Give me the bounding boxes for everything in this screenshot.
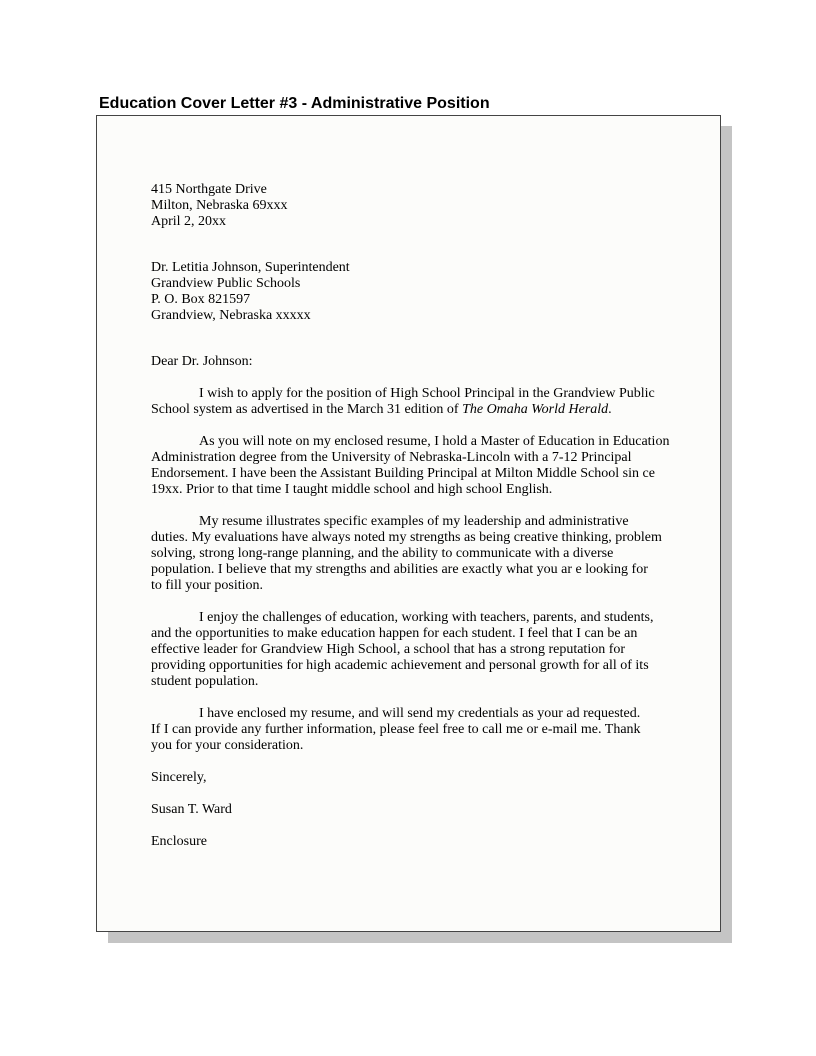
paragraph-punctuation: . <box>608 402 612 417</box>
letter-body <box>151 182 696 850</box>
paragraph-line <box>151 402 696 418</box>
paragraph-text: School system as advertised in the March 31 edition of <box>151 402 463 417</box>
paragraph-5 <box>151 706 696 754</box>
recipient-city: Grandview, Nebraska xxxxx <box>151 308 311 323</box>
closing: Sincerely, <box>151 770 207 785</box>
paragraph-line: 19xx. Prior to that time I taught middle school and high school English. <box>151 482 553 497</box>
paragraph-line: If I can provide any further information, please feel free to call me or e-mail me. Thank <box>151 722 641 737</box>
paragraph-line: I wish to apply for the position of High School Principal in the Grandview Public <box>199 386 655 401</box>
recipient-address <box>151 260 696 324</box>
paragraph-line: As you will note on my enclosed resume, I hold a Master of Education in Education <box>199 434 670 449</box>
recipient-po-box: P. O. Box 821597 <box>151 292 251 307</box>
sender-street: 415 Northgate Drive <box>151 182 267 197</box>
paragraph-line: Administration degree from the University of Nebraska-Lincoln with a 7-12 Principal <box>151 450 632 465</box>
paragraph-line: I have enclosed my resume, and will send my credentials as your ad requested. <box>199 706 641 721</box>
signature-name: Susan T. Ward <box>151 802 232 817</box>
sender-address <box>151 182 696 230</box>
recipient-organization: Grandview Public Schools <box>151 276 301 291</box>
newspaper-title: The Omaha World Herald <box>462 402 609 417</box>
paragraph-line: effective leader for Grandview High School, a school that has a strong reputation for <box>151 642 626 657</box>
paragraph-line: Endorsement. I have been the Assistant Building Principal at Milton Middle School sin ce <box>151 466 655 481</box>
sender-city: Milton, Nebraska 69xxx <box>151 198 288 213</box>
paragraph-line: to fill your position. <box>151 578 263 593</box>
paragraph-2 <box>151 434 696 498</box>
enclosure-note: Enclosure <box>151 834 207 849</box>
paragraph-line: population. I believe that my strengths and abilities are exactly what you ar e looking for <box>151 562 648 577</box>
paragraph-line: duties. My evaluations have always noted my strengths as being creative thinking, problem <box>151 530 662 545</box>
paragraph-1 <box>151 386 696 418</box>
paragraph-4 <box>151 610 696 690</box>
paragraph-3 <box>151 514 696 594</box>
paragraph-line: providing opportunities for high academic achievement and personal growth for all of its <box>151 658 649 673</box>
document-title: Education Cover Letter #3 - Administrative Position <box>99 95 490 112</box>
salutation: Dear Dr. Johnson: <box>151 354 253 369</box>
letter-page <box>96 115 721 932</box>
paragraph-line: My resume illustrates specific examples of my leadership and administrative <box>199 514 629 529</box>
paragraph-line: you for your consideration. <box>151 738 304 753</box>
paragraph-line: and the opportunities to make education happen for each student. I feel that I can be an <box>151 626 638 641</box>
paragraph-line: solving, strong long-range planning, and the ability to communicate with a diverse <box>151 546 614 561</box>
recipient-name: Dr. Letitia Johnson, Superintendent <box>151 260 350 275</box>
paragraph-line: student population. <box>151 674 259 689</box>
paragraph-line: I enjoy the challenges of education, working with teachers, parents, and students, <box>199 610 654 625</box>
letter-date: April 2, 20xx <box>151 214 227 229</box>
